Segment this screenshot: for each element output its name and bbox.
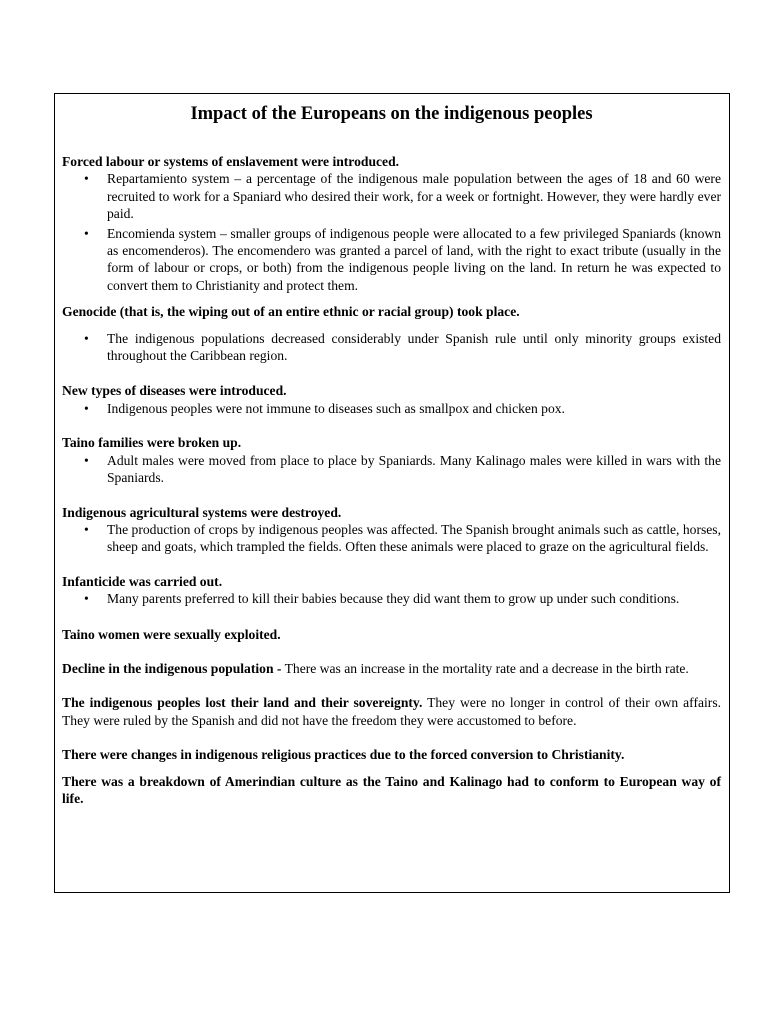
bullet-list [62, 521, 721, 556]
statement-women [62, 626, 721, 643]
list-item [62, 521, 721, 556]
list-item-text: Adult males were moved from place to place by Spaniards. Many Kalinago males were killed in wars with the Spaniards. [107, 452, 721, 486]
section-families [62, 434, 721, 486]
section-infanticide [62, 573, 721, 608]
list-item-text: The indigenous populations decreased considerably under Spanish rule until only minority groups existed throughout the Caribbean region. [107, 330, 721, 364]
list-item [62, 452, 721, 487]
statement-culture [62, 773, 721, 808]
list-item-text: Encomienda system – smaller groups of indigenous people were allocated to a few privileged Spaniards (known as encomenderos). The encomendero was granted a parcel of land, with the right to exact tribute (usually in the form of labour or crops, or both) from the indigenous people living on the land. In return he was expected to convert them to Christianity and protect them. [107, 225, 721, 293]
statement-lead: The indigenous peoples lost their land and their sovereignty. [62, 695, 423, 711]
bullet-list [62, 330, 721, 365]
statement-lead: Taino women were sexually exploited. [62, 626, 281, 642]
list-item [62, 590, 721, 607]
statement-lead: There were changes in indigenous religious practices due to the forced conversion to Christianity. [62, 747, 625, 763]
list-item [62, 170, 721, 222]
statement-lead: There was a breakdown of Amerindian culture as the Taino and Kalinago had to conform to European way of life. [62, 773, 721, 806]
document-box [54, 93, 730, 893]
list-item [62, 225, 721, 295]
list-item-text: The production of crops by indigenous peoples was affected. The Spanish brought animals such as cattle, horses, sheep and goats, which trampled the fields. Often these animals were placed to graze on the agricultural fields. [107, 521, 721, 555]
section-heading: Infanticide was carried out. [62, 573, 223, 589]
document-title: Impact of the Europeans on the indigenous peoples [190, 104, 593, 124]
section-genocide [62, 303, 721, 364]
list-item [62, 400, 721, 417]
bullet-icon: • [84, 330, 89, 346]
list-item-text: Indigenous peoples were not immune to diseases such as smallpox and chicken pox. [107, 400, 565, 416]
section-heading: Taino families were broken up. [62, 435, 242, 451]
statement-population [62, 660, 721, 677]
list-item-text: Many parents preferred to kill their babies because they did want them to grow up under such conditions. [107, 591, 680, 607]
statement-text: They were no longer in control of their own affairs. They were ruled by the Spanish and did not have the freedom they were accustomed to before. [62, 695, 722, 728]
bullet-list [62, 452, 721, 487]
section-diseases [62, 382, 721, 417]
bullet-icon: • [84, 171, 89, 187]
bullet-icon: • [84, 521, 89, 537]
section-heading: Forced labour or systems of enslavement were introduced. [62, 154, 400, 169]
bullet-list [62, 590, 721, 607]
statement-land [62, 694, 721, 729]
statement-lead: Decline in the indigenous population - [62, 660, 282, 676]
statement-religion [62, 746, 721, 763]
section-heading: Genocide (that is, the wiping out of an entire ethnic or racial group) took place. [62, 304, 520, 320]
section-heading: Indigenous agricultural systems were destroyed. [62, 504, 342, 520]
bullet-icon: • [84, 591, 89, 607]
bullet-list [62, 170, 721, 294]
statement-text: There was an increase in the mortality rate and a decrease in the birth rate. [281, 660, 689, 676]
list-item [62, 330, 721, 365]
section-heading: New types of diseases were introduced. [62, 383, 287, 399]
bullet-icon: • [84, 400, 89, 416]
bullet-list [62, 400, 721, 417]
section-forced-labour [62, 153, 721, 294]
bullet-icon: • [84, 452, 89, 468]
section-agriculture [62, 504, 721, 556]
list-item-text: Repartamiento system – a percentage of the indigenous male population between the ages of 18 and 60 were recruited to work for a Spaniard who desired their work, for a week or fortnight. However, they were hardly ever paid. [107, 171, 721, 222]
bullet-icon: • [84, 225, 89, 241]
